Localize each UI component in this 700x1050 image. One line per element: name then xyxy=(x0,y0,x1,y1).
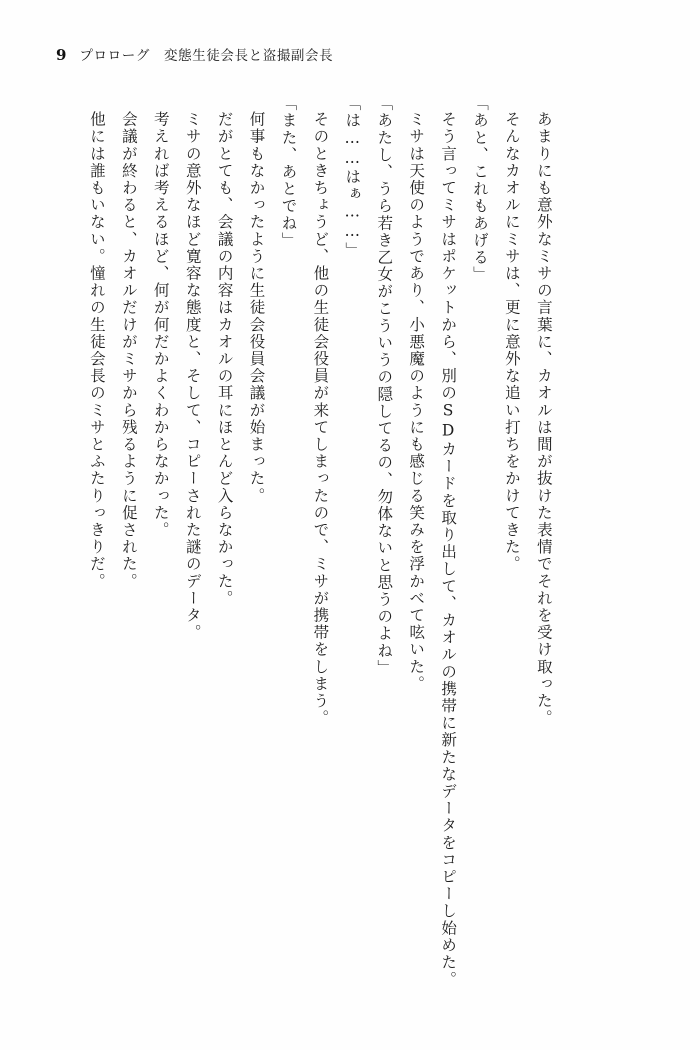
paragraph: 考えれば考えるほど、何が何だかよくわからなかった。 xyxy=(151,110,170,538)
vertical-text-block xyxy=(80,95,559,995)
body-text-area xyxy=(80,95,648,995)
paragraph: そんなカオルにミサは、更に意外な追い打ちをかけてきた。 xyxy=(502,110,521,573)
paragraph: 「あと、これもあげる」 xyxy=(470,95,489,284)
paragraph: 「あたし、うら若き乙女がこういうの隠してるの、勿体ないと思うのよね」 xyxy=(375,95,394,677)
paragraph: ミサの意外なほど寛容な態度と、そして、コピーされた謎のデータ。 xyxy=(183,110,202,641)
paragraph: そのときちょうど、他の生徒会役員が来てしまったので、ミサが携帯をしまう。 xyxy=(311,110,330,727)
paragraph: 会議が終わると、カオルだけがミサから残るように促された。 xyxy=(119,110,138,590)
paragraph: 他には誰もいない。憧れの生徒会長のミサとふたりっきりだ。 xyxy=(87,110,106,590)
running-header xyxy=(56,44,333,64)
chapter-title: プロローグ 変態生徒会長と盗撮副会長 xyxy=(79,48,334,64)
paragraph: ミサは天使のようであり、小悪魔のようにも感じる笑みを浮かべて呟いた。 xyxy=(407,110,426,692)
paragraph: だがとても、会議の内容はカオルの耳にほとんど入らなかった。 xyxy=(215,110,234,607)
paragraph: 何事もなかったように生徒会役員会議が始まった。 xyxy=(247,110,266,504)
paragraph: 「は……はぁ……」 xyxy=(343,95,362,259)
paragraph: あまりにも意外なミサの言葉に、カオルは間が抜けた表情でそれを受け取った。 xyxy=(534,110,553,727)
page-number: 9 xyxy=(56,46,67,64)
paragraph: 「また、あとでね」 xyxy=(279,95,298,249)
paragraph: そう言ってミサはポケットから、別のSDカードを取り出して、カオルの携帯に新たなデータをコピーし始めた。 xyxy=(439,110,458,988)
